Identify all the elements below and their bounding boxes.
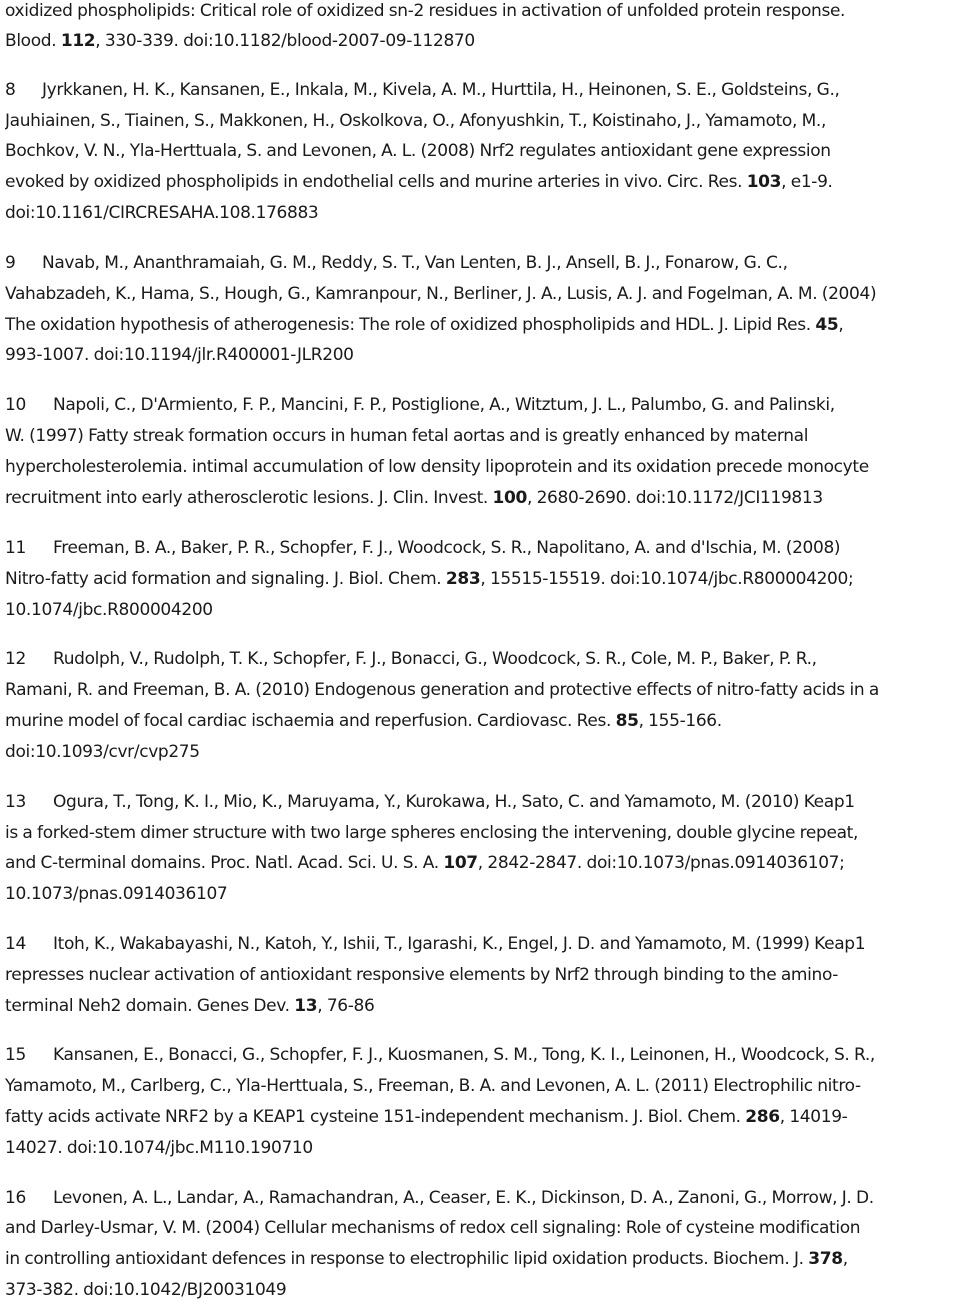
reference-line — [5, 78, 954, 102]
reference-line — [5, 29, 954, 53]
reference-line — [5, 1043, 954, 1067]
reference-text: doi:10.1093/cvr/cvp275 — [5, 742, 200, 762]
reference-text: Bochkov, V. N., Yla-Herttuala, S. and Levonen, A. L. (2008) Nrf2 regulates antioxidant gene expression — [5, 141, 831, 161]
reference-text: , 330-339. doi:10.1182/blood-2007-09-112870 — [95, 31, 475, 51]
reference-text: Nitro-fatty acid formation and signaling. J. Biol. Chem. — [5, 569, 446, 589]
reference-text: Jyrkkanen, H. K., Kansanen, E., Inkala, M., Kivela, A. M., Hurttila, H., Heinonen, S. E., Goldsteins, G., — [42, 80, 840, 100]
reference-text: Kansanen, E., Bonacci, G., Schopfer, F. J., Kuosmanen, S. M., Tong, K. I., Leinonen, H., Woodcock, S. R., — [53, 1045, 875, 1065]
reference-line — [5, 1216, 954, 1240]
reference-text: in controlling antioxidant defences in response to electrophilic lipid oxidation products. Biochem. J. — [5, 1249, 809, 1269]
reference-text: oxidized phospholipids: Critical role of oxidized sn-2 residues in activation of unfolded protein response. — [5, 1, 846, 21]
reference-text: , 2842-2847. doi:10.1073/pnas.0914036107; — [477, 853, 845, 873]
reference-text: , 2680-2690. doi:10.1172/JCI119813 — [526, 488, 823, 508]
reference-text: Levonen, A. L., Landar, A., Ramachandran, A., Ceaser, E. K., Dickinson, D. A., Zanoni, G., Morrow, J. D. — [53, 1188, 874, 1208]
reference-text: Itoh, K., Wakabayashi, N., Katoh, Y., Ishii, T., Igarashi, K., Engel, J. D. and Yamamoto, M. (1999) Keap1 — [53, 934, 866, 954]
volume-number: 112 — [60, 31, 96, 51]
reference-number: 13 — [5, 792, 26, 812]
reference-text: , 76-86 — [317, 996, 375, 1016]
reference-line — [5, 851, 954, 875]
reference-line — [5, 201, 954, 225]
reference-text: Napoli, C., D'Armiento, F. P., Mancini, F. P., Postiglione, A., Witztum, J. L., Palumbo, G. and Palinski, — [53, 395, 835, 415]
reference-line — [5, 567, 954, 591]
reference-line — [5, 647, 954, 671]
volume-number: 100 — [492, 488, 527, 508]
reference-line — [5, 994, 954, 1018]
reference-text: , — [842, 1249, 848, 1269]
reference-line — [5, 963, 954, 987]
reference-line — [5, 821, 954, 845]
reference-number: 8 — [5, 80, 16, 100]
reference-line — [5, 536, 954, 560]
reference-text: , — [838, 315, 844, 335]
reference-line — [5, 343, 954, 367]
reference-line — [5, 424, 954, 448]
reference-text: fatty acids activate NRF2 by a KEAP1 cysteine 151-independent mechanism. J. Biol. Chem. — [5, 1107, 746, 1127]
reference-line — [5, 1186, 954, 1210]
reference-text: Ogura, T., Tong, K. I., Mio, K., Maruyama, Y., Kurokawa, H., Sato, C. and Yamamoto, M. (2010) Keap1 — [53, 792, 855, 812]
volume-number: 13 — [294, 996, 318, 1016]
reference-text: Ramani, R. and Freeman, B. A. (2010) Endogenous generation and protective effects of nitro-fatty acids in a — [5, 680, 879, 700]
reference-line — [5, 740, 954, 764]
reference-line — [5, 882, 954, 906]
reference-text: evoked by oxidized phospholipids in endothelial cells and murine arteries in vivo. Circ. Res. — [5, 172, 747, 192]
reference-number: 14 — [5, 934, 26, 954]
reference-line — [5, 0, 954, 23]
reference-text: 993-1007. doi:10.1194/jlr.R400001-JLR200 — [5, 345, 354, 365]
reference-text: W. (1997) Fatty streak formation occurs in human fetal aortas and is greatly enhanced by maternal — [5, 426, 809, 446]
reference-text: terminal Neh2 domain. Genes Dev. — [5, 996, 295, 1016]
reference-number: 16 — [5, 1188, 26, 1208]
reference-line — [5, 313, 954, 337]
reference-line — [5, 282, 954, 306]
volume-number: 45 — [815, 315, 839, 335]
reference-text: 14027. doi:10.1074/jbc.M110.190710 — [5, 1138, 313, 1158]
reference-line — [5, 109, 954, 133]
volume-number: 378 — [808, 1249, 843, 1269]
reference-number: 15 — [5, 1045, 26, 1065]
reference-text: doi:10.1161/CIRCRESAHA.108.176883 — [5, 203, 319, 223]
reference-text: The oxidation hypothesis of atherogenesis: The role of oxidized phospholipids and HDL. J. Lipid Res. — [5, 315, 816, 335]
reference-line — [5, 790, 954, 814]
reference-line — [5, 1136, 954, 1160]
volume-number: 286 — [745, 1107, 780, 1127]
reference-line — [5, 1247, 954, 1271]
reference-line — [5, 932, 954, 956]
reference-text: , e1-9. — [781, 172, 833, 192]
reference-text: represses nuclear activation of antioxidant responsive elements by Nrf2 through binding to the amino- — [5, 965, 839, 985]
reference-text: Blood. — [5, 31, 61, 51]
reference-line — [5, 393, 954, 417]
reference-line — [5, 139, 954, 163]
volume-number: 107 — [443, 853, 478, 873]
reference-text: recruitment into early atherosclerotic lesions. J. Clin. Invest. — [5, 488, 493, 508]
reference-line — [5, 1074, 954, 1098]
reference-number: 11 — [5, 538, 26, 558]
reference-text: 10.1074/jbc.R800004200 — [5, 600, 213, 620]
reference-line — [5, 598, 954, 622]
reference-text: 10.1073/pnas.0914036107 — [5, 884, 228, 904]
reference-text: , 14019- — [779, 1107, 848, 1127]
reference-line — [5, 486, 954, 510]
reference-text: Rudolph, V., Rudolph, T. K., Schopfer, F. J., Bonacci, G., Woodcock, S. R., Cole, M. P., Baker, P. R., — [53, 649, 817, 669]
volume-number: 85 — [615, 711, 639, 731]
reference-text: is a forked-stem dimer structure with two large spheres enclosing the intervening, double glycine repeat, — [5, 823, 859, 843]
reference-number: 10 — [5, 395, 26, 415]
reference-text: Freeman, B. A., Baker, P. R., Schopfer, F. J., Woodcock, S. R., Napolitano, A. and d'Ischia, M. (2008) — [53, 538, 841, 558]
reference-line — [5, 1105, 954, 1129]
reference-text: hypercholesterolemia. intimal accumulation of low density lipoprotein and its oxidation precede monocyte — [5, 457, 869, 477]
reference-line — [5, 251, 954, 275]
reference-line — [5, 170, 954, 194]
reference-text: and C-terminal domains. Proc. Natl. Acad. Sci. U. S. A. — [5, 853, 444, 873]
reference-text: , 155-166. — [638, 711, 722, 731]
reference-line — [5, 678, 954, 702]
reference-text: Yamamoto, M., Carlberg, C., Yla-Herttuala, S., Freeman, B. A. and Levonen, A. L. (2011) Electrophilic nitro- — [5, 1076, 861, 1096]
reference-number: 12 — [5, 649, 26, 669]
reference-text: Jauhiainen, S., Tiainen, S., Makkonen, H., Oskolkova, O., Afonyushkin, T., Koistinaho, J., Yamamoto, M., — [5, 111, 827, 131]
volume-number: 103 — [746, 172, 782, 192]
reference-line — [5, 455, 954, 479]
reference-text: Vahabzadeh, K., Hama, S., Hough, G., Kamranpour, N., Berliner, J. A., Lusis, A. J. and Fogelman, A. M. (2004) — [5, 284, 877, 304]
reference-text: Navab, M., Ananthramaiah, G. M., Reddy, S. T., Van Lenten, B. J., Ansell, B. J., Fonarow, G. C., — [42, 253, 788, 273]
reference-number: 9 — [5, 253, 16, 273]
reference-text: 373-382. doi:10.1042/BJ20031049 — [5, 1280, 287, 1300]
volume-number: 283 — [445, 569, 481, 589]
reference-line — [5, 709, 954, 733]
reference-text: and Darley-Usmar, V. M. (2004) Cellular mechanisms of redox cell signaling: Role of cysteine modification — [5, 1218, 861, 1238]
reference-text: , 15515-15519. doi:10.1074/jbc.R800004200; — [480, 569, 854, 589]
reference-line — [5, 1278, 954, 1302]
reference-text: murine model of focal cardiac ischaemia and reperfusion. Cardiovasc. Res. — [5, 711, 616, 731]
